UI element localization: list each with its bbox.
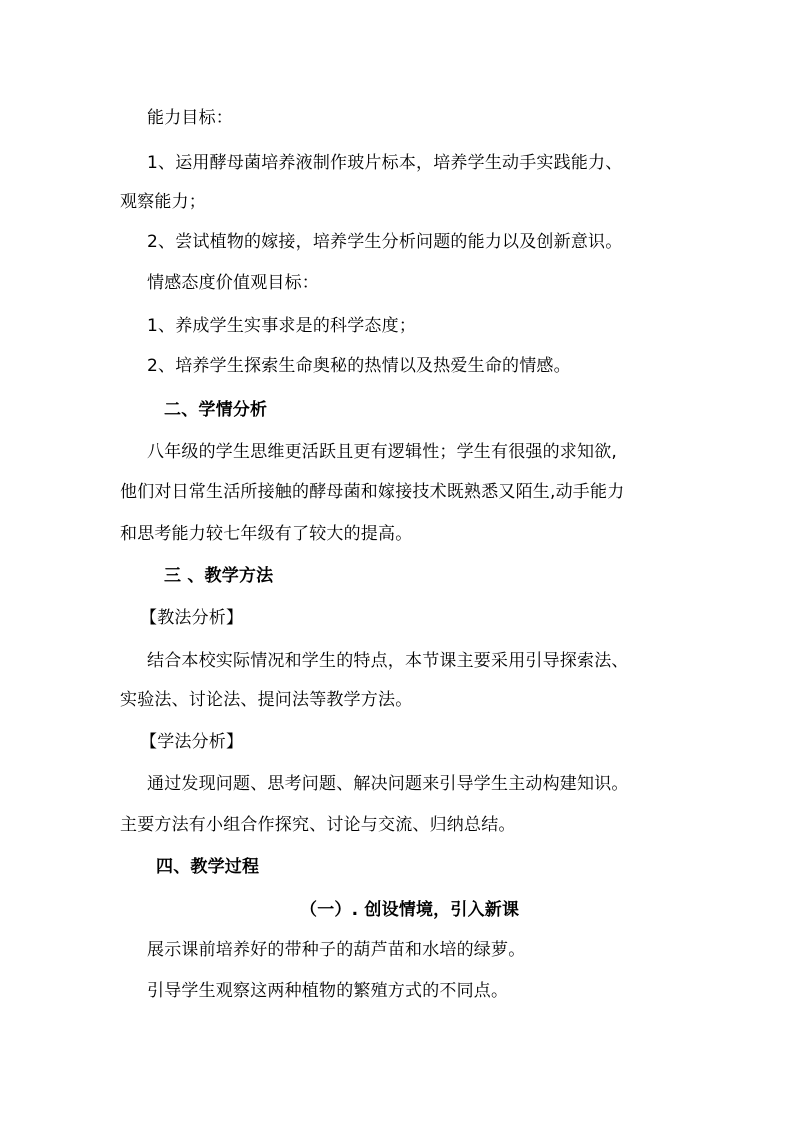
section2-para-line2: 他们对日常生活所接触的酵母菌和嫁接技术既熟悉又陌生,动手能力 [120,482,625,502]
section3-heading: 三 、教学方法 [164,566,274,586]
ability-goal-2: 2、尝试植物的嫁接，培养学生分析问题的能力以及创新意识。 [147,232,623,252]
teaching-method-line2: 实验法、讨论法、提问法等教学方法。 [120,690,413,710]
section2-heading: 二、学情分析 [164,400,268,420]
emotion-goal-2: 2、培养学生探索生命奥秘的热情以及热爱生命的情感。 [147,356,571,376]
emotion-goal-1: 1、养成学生实事求是的科学态度； [147,316,417,336]
learning-method-label: 【学法分析】 [140,732,244,752]
learning-method-line2: 主要方法有小组合作探究、讨论与交流、归纳总结。 [120,815,516,835]
process-line1: 展示课前培养好的带种子的葫芦苗和水培的绿萝。 [147,940,526,960]
subsection1-heading: （一）. 创设情境，引入新课 [300,900,520,920]
ability-goal-1-line2: 观察能力； [120,192,206,212]
ability-goal-1-line1: 1、运用酵母菌培养液制作玻片标本，培养学生动手实践能力、 [147,153,623,173]
section4-heading: 四、教学过程 [156,857,260,877]
section2-para-line1: 八年级的学生思维更活跃且更有逻辑性；学生有很强的求知欲, [147,442,618,462]
process-line2: 引导学生观察这两种植物的繁殖方式的不同点。 [147,981,509,1001]
learning-method-line1: 通过发现问题、思考问题、解决问题来引导学生主动构建知识。 [147,774,629,794]
teaching-method-line1: 结合本校实际情况和学生的特点，本节课主要采用引导探索法、 [147,651,629,671]
teaching-method-label: 【教法分析】 [140,608,244,628]
section2-para-line3: 和思考能力较七年级有了较大的提高。 [120,524,413,544]
ability-goal-heading: 能力目标： [147,108,233,128]
emotion-goal-heading: 情感态度价值观目标： [147,273,319,293]
